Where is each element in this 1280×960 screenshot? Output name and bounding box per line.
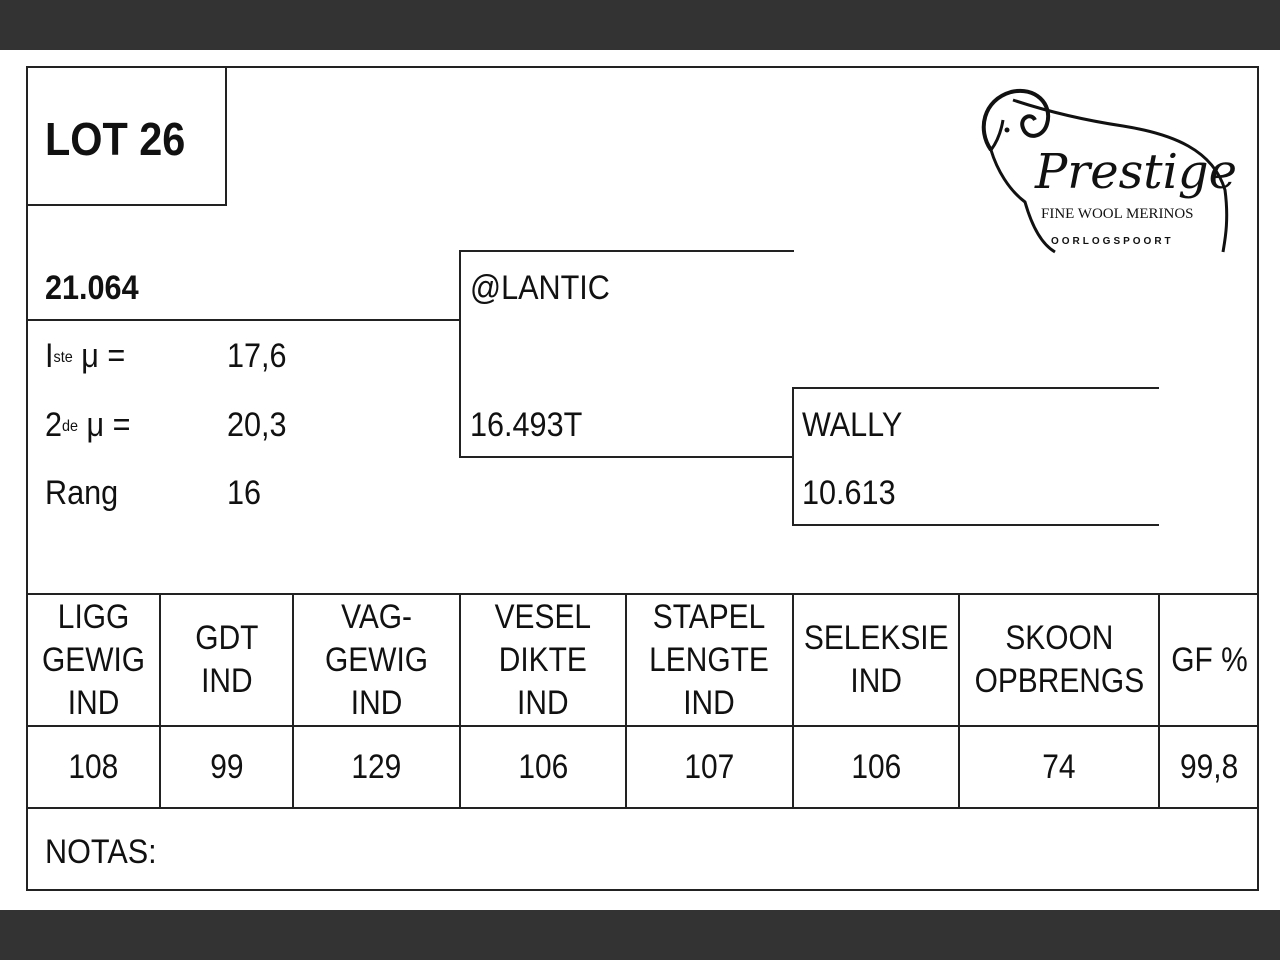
second-micron-label: 2de μ = xyxy=(45,406,131,444)
notes-label: NOTAS: xyxy=(45,833,157,871)
table-value-cell: 99 xyxy=(209,747,244,786)
top-frame-bar xyxy=(0,0,1280,50)
grandsire-box-left xyxy=(792,387,794,526)
lot-box-right-border xyxy=(225,68,227,206)
table-bottom-border xyxy=(28,807,1259,809)
grandsire-box-top xyxy=(792,387,1159,389)
lot-title: LOT 26 xyxy=(45,113,186,165)
rank-value: 16 xyxy=(227,474,262,512)
animal-id: 21.064 xyxy=(45,269,139,307)
table-header-cell: LIGG GEWIG IND xyxy=(41,597,146,722)
table-value-cell: 106 xyxy=(851,747,901,786)
table-value-cell: 107 xyxy=(684,747,735,786)
bottom-frame-bar xyxy=(0,910,1280,960)
first-micron-label: Iste μ = xyxy=(45,337,126,375)
logo-line1: FINE WOOL MERINOS xyxy=(1041,206,1194,222)
table-header-cell: VESEL DIKTE IND xyxy=(494,597,592,722)
table-value-cell: 106 xyxy=(518,747,568,786)
grandsire-id: 10.613 xyxy=(802,474,896,512)
table-header-cell: SKOON OPBRENGS xyxy=(974,619,1144,700)
sire-box-top xyxy=(459,250,794,252)
sire-name: @LANTIC xyxy=(470,269,610,307)
sire-id: 16.493T xyxy=(470,406,583,444)
lot-card xyxy=(26,66,1259,891)
prestige-logo xyxy=(973,80,1238,260)
table-value-cell: 99,8 xyxy=(1180,747,1239,786)
grandsire-box-bottom xyxy=(792,524,1159,526)
logo-brand: Prestige xyxy=(1035,144,1238,200)
logo-line2: OORLOGSPOORT xyxy=(1051,236,1174,247)
table-value-cell: 129 xyxy=(351,747,402,786)
table-header-cell: VAG- GEWIG IND xyxy=(324,597,429,722)
sire-box-bottom xyxy=(459,456,794,458)
grandsire-name: WALLY xyxy=(802,406,903,444)
first-micron-value: 17,6 xyxy=(227,337,287,375)
lot-box-bottom-border xyxy=(28,204,227,206)
table-value-cell: 108 xyxy=(68,747,119,786)
table-value-cell: 74 xyxy=(1042,747,1076,786)
animal-id-underline xyxy=(28,319,461,321)
rank-label: Rang xyxy=(45,474,119,512)
table-header-cell: SELEKSIE IND xyxy=(803,619,949,700)
sire-box-left xyxy=(459,250,461,458)
table-header-cell: GDT IND xyxy=(194,619,259,700)
table-header-cell: STAPEL LENGTE IND xyxy=(649,597,770,722)
ram-head-icon xyxy=(973,80,1238,260)
table-header-cell: GF % xyxy=(1171,640,1248,679)
second-micron-value: 20,3 xyxy=(227,406,287,444)
